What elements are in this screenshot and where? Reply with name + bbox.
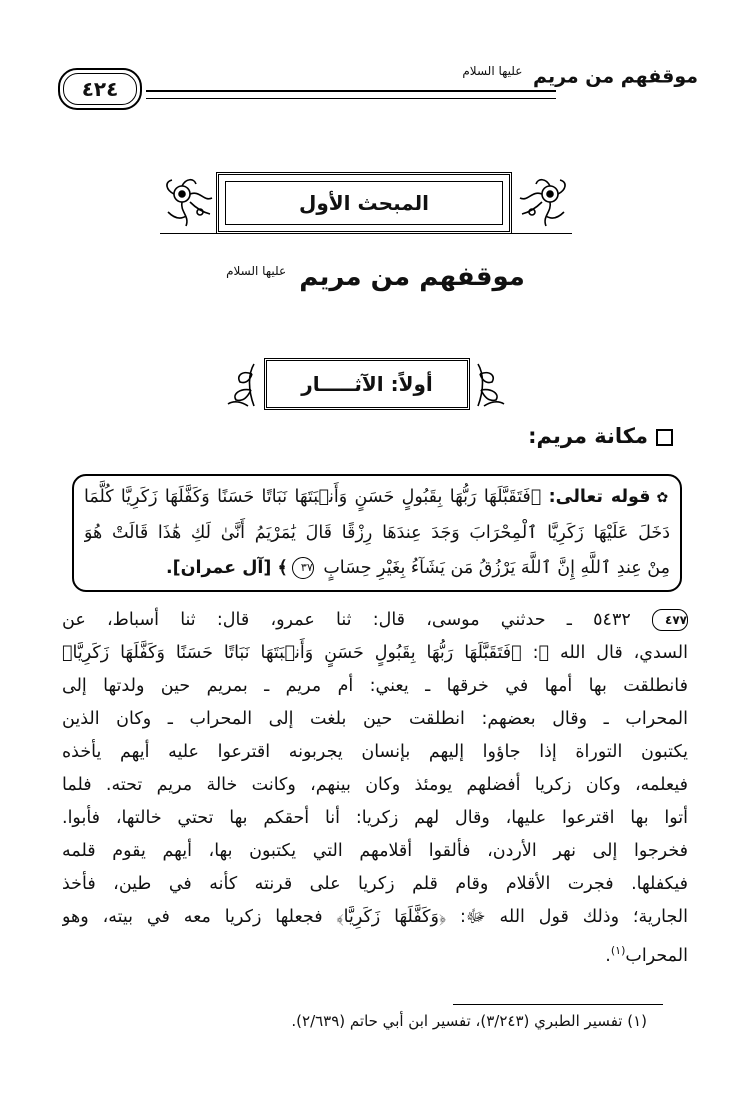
body-line-text: المحراب xyxy=(625,945,688,966)
narration-number-badge: ٤٧٧ xyxy=(652,609,688,631)
running-title xyxy=(462,64,698,87)
leaf-ornament-icon xyxy=(218,360,262,410)
body-line-text: السدي، قال الله ﷻ: ﴿فَتَقَبَّلَهَا رَبُّهَا بِقَبُولٍ حَسَنٍ وَأَنۢبَتَهَا نَبَاتًا حَسَنًا وَكَفَّلَهَا زَكَرِيَّا﴾ xyxy=(62,643,688,663)
chapter-title-honorific: عليها السلام xyxy=(226,264,287,279)
subheading xyxy=(528,424,673,448)
body-line xyxy=(62,901,688,934)
subsection-title-box xyxy=(264,358,470,410)
banner-underline xyxy=(160,233,572,234)
body-line-text: يكتبون التوراة إذا جاؤوا إليهم بإنسان يجربونه اقترعوا عليه أيهم يأخذه xyxy=(62,742,688,762)
body-line-text: فيكفلها. فجرت الأقلام وقام قلم زكريا على قرنته كأنه في طين، فأخذ xyxy=(62,874,688,894)
body-line xyxy=(62,703,688,736)
section-banner xyxy=(160,172,572,238)
verse-intro: قوله تعالى: xyxy=(548,487,651,507)
floral-ornament-icon xyxy=(516,172,572,234)
narration-body xyxy=(62,604,688,967)
section-title: المبحث الأول xyxy=(298,191,430,215)
body-line-text: فانطلقت بها أمها في خرقها ـ يعني: أم مريم ـ بمريم حين ولدتها إلى xyxy=(62,676,688,696)
page-header xyxy=(58,60,698,110)
footnote-marker[interactable]: (١) xyxy=(610,944,626,957)
body-line xyxy=(62,670,688,703)
verse-line xyxy=(84,551,670,586)
body-line xyxy=(62,835,688,868)
body-line xyxy=(62,637,688,670)
body-line-text: فيعلمه، وكان زكريا أفضلهم يومئذ وكان بينهم، وكانت خالة مريم تحته. فلما xyxy=(62,775,688,795)
subheading-label: مكانة مريم: xyxy=(528,424,648,448)
footnote-rule xyxy=(453,1004,663,1005)
page-number xyxy=(58,68,142,110)
body-line xyxy=(62,769,688,802)
body-line-text: أتوا بها اقترعوا عليها، وقال لهم زكريا: أنا أحقكم بها تحتي خالتها، فأبوا. xyxy=(62,808,688,828)
body-line: المحراب$^{(١)}$. xyxy=(605,944,688,966)
verse-number: ٣٧ xyxy=(292,557,314,579)
footnote: (١) تفسير الطبري (٣/٢٤٣)، تفسير ابن أبي حاتم (٢/٦٣٩). xyxy=(291,1012,647,1030)
subsection-banner xyxy=(218,358,514,410)
floral-ornament-icon xyxy=(160,172,216,234)
header-rule xyxy=(146,90,556,99)
section-title-box xyxy=(216,172,512,234)
verse-text-2: دَخَلَ عَلَيْهَا زَكَرِيَّا ٱلْمِحْرَابَ وَجَدَ عِندَهَا رِزْقًا قَالَ يَٰمَرْيَمُ أَنَّىٰ لَكِ هَٰذَا قَالَتْ هُوَ xyxy=(84,523,670,543)
verse-text-1: ﴿فَتَقَبَّلَهَا رَبُّهَا بِقَبُولٍ حَسَنٍ وَأَنۢبَتَهَا نَبَاتًا حَسَنًا وَكَفَّلَهَا زَكَرِيَّا كُلَّمَا xyxy=(84,487,542,507)
leaf-ornament-icon xyxy=(470,360,514,410)
page-number-text: ٤٢٤ xyxy=(81,77,119,101)
subsection-title: أولاً: الآثـــــار xyxy=(301,372,433,396)
body-line xyxy=(62,604,688,637)
square-bullet-icon xyxy=(656,429,673,446)
body-line xyxy=(62,868,688,901)
verse-line xyxy=(84,516,670,551)
verse-text-3: مِنْ عِندِ ٱللَّهِ إِنَّ ٱللَّهَ يَرْزُقُ مَن يَشَآءُ بِغَيْرِ حِسَابٍ xyxy=(323,558,670,578)
verse-line xyxy=(84,480,670,516)
body-line-text: المحراب ـ وقال بعضهم: انطلقت حين بلغت إلى المحراب ـ وكان الذين xyxy=(62,709,688,729)
chapter-title xyxy=(0,262,751,292)
body-line-text: ٥٤٣٢ ـ حدثني موسى، قال: ثنا عمرو، قال: ثنا أسباط، عن xyxy=(62,610,631,630)
quran-verse-box xyxy=(72,474,682,592)
verse-reference: ﴾ [آل عمران]. xyxy=(165,558,288,578)
body-line-text: الجارية؛ وذلك قول الله ﷻ: ﴿وَكَفَّلَهَا زَكَرِيَّا﴾ فجعلها زكريا معه في بيته، وهو xyxy=(62,907,688,927)
body-line xyxy=(62,802,688,835)
chapter-title-text: موقفهم من مريم xyxy=(299,262,525,292)
body-line-text: فخرجوا إلى نهر الأردن، فألقوا أقلامهم التي يكتبون بها، أيهم يقوم قلمه xyxy=(62,841,688,861)
star-bullet-icon: ✿ xyxy=(656,490,670,506)
running-title-text: موقفهم من مريم xyxy=(533,65,698,88)
body-line xyxy=(62,736,688,769)
running-title-honorific: عليها السلام xyxy=(462,64,523,78)
